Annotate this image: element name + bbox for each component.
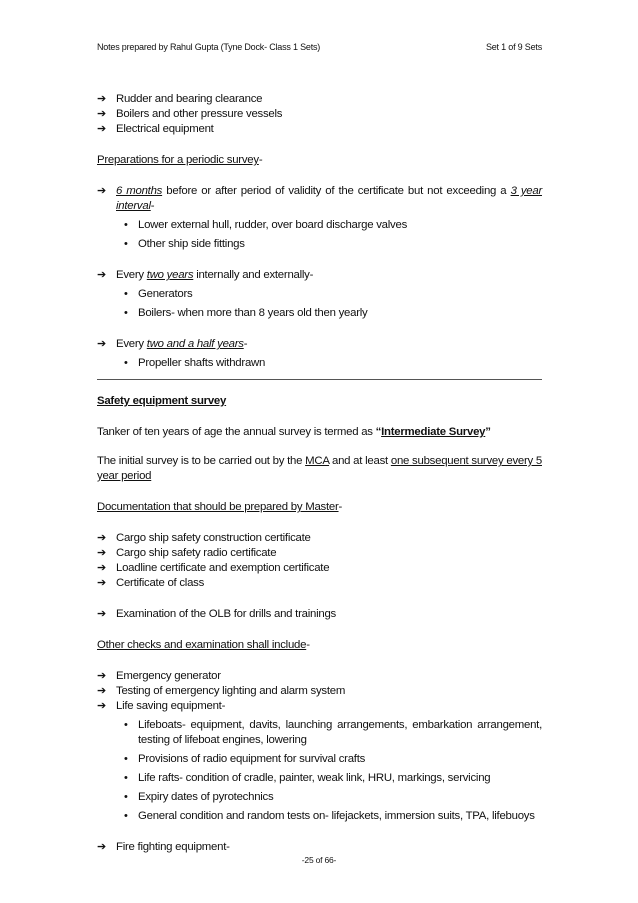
list-item: ➔ Cargo ship safety construction certificate xyxy=(97,532,311,544)
list-item: ➔ Testing of emergency lighting and alarm system xyxy=(97,685,346,697)
arrow-icon: ➔ xyxy=(97,841,106,853)
bullet-icon: • xyxy=(124,719,128,731)
bullet-icon: • xyxy=(124,357,128,369)
bullet-item: • Life rafts- condition of cradle, painter, weak link, HRU, markings, servicing xyxy=(97,771,542,786)
list-item: ➔ Electrical equipment xyxy=(97,123,214,135)
list-item: ➔ Cargo ship safety radio certificate xyxy=(97,547,277,559)
other-checks-heading: Other checks and examination shall include- xyxy=(97,639,310,651)
arrow-icon: ➔ xyxy=(97,577,106,589)
bullet-icon: • xyxy=(124,791,128,803)
bullet-icon: • xyxy=(124,810,128,822)
list-item: ➔ Every two years internally and externally- xyxy=(97,269,314,281)
arrow-icon: ➔ xyxy=(97,608,106,620)
bullet-item: • Expiry dates of pyrotechnics xyxy=(97,790,542,805)
bullet-item: • Lower external hull, rudder, over board discharge valves xyxy=(97,218,542,233)
initial-survey-paragraph: The initial survey is to be carried out by the MCA and at least one subsequent survey every 5 year period xyxy=(97,455,542,482)
arrow-icon: ➔ xyxy=(97,108,106,120)
bullet-item: • Propeller shafts withdrawn xyxy=(97,356,542,371)
list-item: ➔ Certificate of class xyxy=(97,577,205,589)
bullet-icon: • xyxy=(124,238,128,250)
header-left: Notes prepared by Rahul Gupta (Tyne Dock- Class 1 Sets) xyxy=(97,42,321,52)
safety-survey-heading: Safety equipment survey xyxy=(97,395,227,407)
arrow-icon: ➔ xyxy=(97,685,106,697)
list-item: ➔ Fire fighting equipment- xyxy=(97,841,230,853)
list-item: ➔ Loadline certificate and exemption certificate xyxy=(97,562,330,574)
arrow-icon: ➔ xyxy=(97,123,106,135)
list-item: ➔ Rudder and bearing clearance xyxy=(97,93,263,105)
bullet-icon: • xyxy=(124,288,128,300)
list-item: ➔ 6 months before or after period of validity of the certificate but not exceeding a 3 year interval- xyxy=(97,185,542,212)
list-item: ➔ Every two and a half years- xyxy=(97,338,248,350)
arrow-icon: ➔ xyxy=(97,532,106,544)
periodic-survey-heading: Preparations for a periodic survey- xyxy=(97,154,263,166)
bullet-icon: • xyxy=(124,307,128,319)
documentation-heading: Documentation that should be prepared by Master- xyxy=(97,501,343,513)
arrow-icon: ➔ xyxy=(97,338,106,350)
page-content xyxy=(97,92,542,855)
bullet-icon: • xyxy=(124,753,128,765)
arrow-icon: ➔ xyxy=(97,700,106,712)
intermediate-survey-paragraph: Tanker of ten years of age the annual survey is termed as “Intermediate Survey” xyxy=(97,426,491,438)
list-item: ➔ Emergency generator xyxy=(97,670,221,682)
list-item: ➔ Life saving equipment- xyxy=(97,700,226,712)
arrow-icon: ➔ xyxy=(97,93,106,105)
bullet-item: • General condition and random tests on- lifejackets, immersion suits, TPA, lifebuoys xyxy=(97,809,542,824)
list-item: ➔ Boilers and other pressure vessels xyxy=(97,108,283,120)
bullet-item: • Generators xyxy=(97,287,542,302)
header-right: Set 1 of 9 Sets xyxy=(485,42,542,52)
arrow-icon: ➔ xyxy=(97,547,106,559)
bullet-item: • Provisions of radio equipment for survival crafts xyxy=(97,752,542,767)
arrow-icon: ➔ xyxy=(97,269,106,281)
bullet-icon: • xyxy=(124,772,128,784)
arrow-icon: ➔ xyxy=(97,670,106,682)
divider xyxy=(97,379,542,380)
page-number: -25 of 66- xyxy=(301,855,337,865)
bullet-icon: • xyxy=(124,219,128,231)
bullet-item: • Boilers- when more than 8 years old then yearly xyxy=(97,306,542,321)
bullet-item: • Lifeboats- equipment, davits, launching arrangements, embarkation arrangement, testing of lifeboat engines, lowering xyxy=(97,718,542,748)
bullet-item: • Other ship side fittings xyxy=(97,237,542,252)
arrow-icon: ➔ xyxy=(97,562,106,574)
arrow-icon: ➔ xyxy=(97,185,106,197)
list-item: ➔ Examination of the OLB for drills and trainings xyxy=(97,608,336,620)
